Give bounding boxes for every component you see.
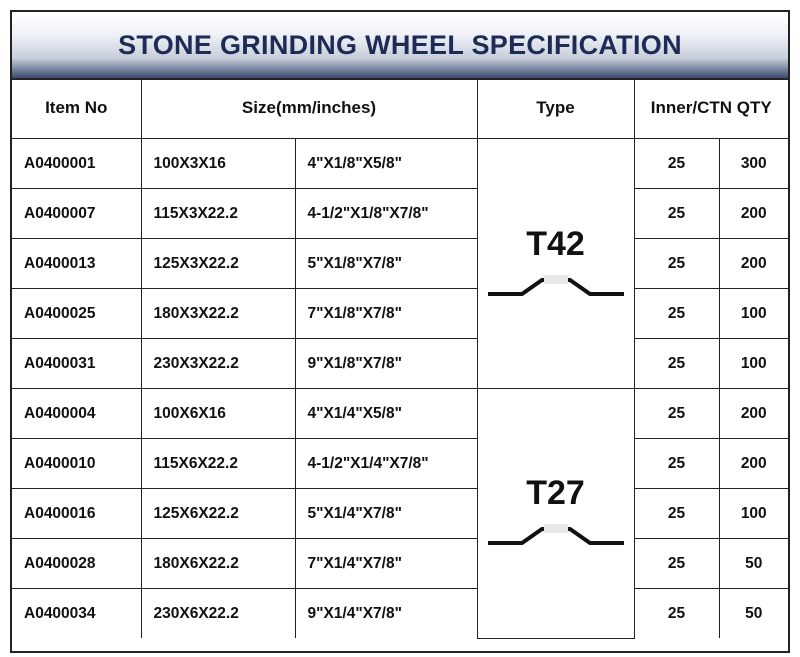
size-inches-cell: 7"X1/8"X7/8" — [295, 289, 477, 339]
spec-sheet — [10, 10, 790, 653]
type-cell — [477, 139, 634, 389]
size-inches-cell: 5"X1/8"X7/8" — [295, 239, 477, 289]
size-mm-cell: 125X3X22.2 — [141, 239, 295, 289]
inner-qty-cell: 25 — [634, 439, 719, 489]
table-row — [12, 139, 788, 189]
wheel-profile-icon — [486, 272, 626, 302]
header-row — [12, 78, 788, 139]
table-row — [12, 489, 788, 539]
type-cell — [477, 389, 634, 639]
type-block — [478, 226, 634, 302]
table-row — [12, 339, 788, 389]
size-inches-cell: 4"X1/4"X5/8" — [295, 389, 477, 439]
item-no-cell: A0400010 — [12, 439, 141, 489]
inner-qty-cell: 25 — [634, 289, 719, 339]
item-no-cell: A0400025 — [12, 289, 141, 339]
size-mm-cell: 115X6X22.2 — [141, 439, 295, 489]
size-inches-cell: 9"X1/4"X7/8" — [295, 589, 477, 639]
size-inches-cell: 5"X1/4"X7/8" — [295, 489, 477, 539]
ctn-qty-cell: 200 — [719, 389, 788, 439]
item-no-cell: A0400001 — [12, 139, 141, 189]
inner-qty-cell: 25 — [634, 589, 719, 639]
item-no-cell: A0400013 — [12, 239, 141, 289]
size-inches-cell: 4-1/2"X1/4"X7/8" — [295, 439, 477, 489]
size-mm-cell: 230X6X22.2 — [141, 589, 295, 639]
header-item-no: Item No — [12, 78, 141, 139]
page-title: STONE GRINDING WHEEL SPECIFICATION — [118, 29, 682, 60]
inner-qty-cell: 25 — [634, 239, 719, 289]
ctn-qty-cell: 200 — [719, 239, 788, 289]
table-body — [12, 139, 788, 639]
size-mm-cell: 230X3X22.2 — [141, 339, 295, 389]
size-mm-cell: 100X6X16 — [141, 389, 295, 439]
ctn-qty-cell: 100 — [719, 289, 788, 339]
item-no-cell: A0400031 — [12, 339, 141, 389]
ctn-qty-cell: 100 — [719, 489, 788, 539]
table-row — [12, 189, 788, 239]
table-row — [12, 539, 788, 589]
ctn-qty-cell: 200 — [719, 189, 788, 239]
inner-qty-cell: 25 — [634, 189, 719, 239]
size-inches-cell: 4"X1/8"X5/8" — [295, 139, 477, 189]
table-row — [12, 439, 788, 489]
inner-qty-cell: 25 — [634, 489, 719, 539]
header-type: Type — [477, 78, 634, 139]
size-mm-cell: 180X6X22.2 — [141, 539, 295, 589]
type-block — [478, 475, 634, 551]
item-no-cell: A0400016 — [12, 489, 141, 539]
size-inches-cell: 4-1/2"X1/8"X7/8" — [295, 189, 477, 239]
title-banner — [12, 12, 788, 80]
ctn-qty-cell: 50 — [719, 539, 788, 589]
inner-qty-cell: 25 — [634, 339, 719, 389]
size-inches-cell: 7"X1/4"X7/8" — [295, 539, 477, 589]
ctn-qty-cell: 100 — [719, 339, 788, 389]
size-mm-cell: 180X3X22.2 — [141, 289, 295, 339]
size-mm-cell: 125X6X22.2 — [141, 489, 295, 539]
type-label: T27 — [526, 474, 585, 513]
type-label: T42 — [526, 224, 585, 263]
size-inches-cell: 9"X1/8"X7/8" — [295, 339, 477, 389]
ctn-qty-cell: 50 — [719, 589, 788, 639]
table-row — [12, 289, 788, 339]
ctn-qty-cell: 200 — [719, 439, 788, 489]
size-mm-cell: 100X3X16 — [141, 139, 295, 189]
spec-table — [12, 78, 788, 639]
table-row — [12, 589, 788, 639]
inner-qty-cell: 25 — [634, 389, 719, 439]
ctn-qty-cell: 300 — [719, 139, 788, 189]
table-row — [12, 389, 788, 439]
wheel-profile-icon — [486, 521, 626, 551]
size-mm-cell: 115X3X22.2 — [141, 189, 295, 239]
wheel-profile — [486, 272, 626, 302]
item-no-cell: A0400034 — [12, 589, 141, 639]
header-qty: Inner/CTN QTY — [634, 78, 788, 139]
inner-qty-cell: 25 — [634, 539, 719, 589]
wheel-profile — [486, 521, 626, 551]
inner-qty-cell: 25 — [634, 139, 719, 189]
header-size: Size(mm/inches) — [141, 78, 477, 139]
table-row — [12, 239, 788, 289]
item-no-cell: A0400007 — [12, 189, 141, 239]
item-no-cell: A0400004 — [12, 389, 141, 439]
item-no-cell: A0400028 — [12, 539, 141, 589]
